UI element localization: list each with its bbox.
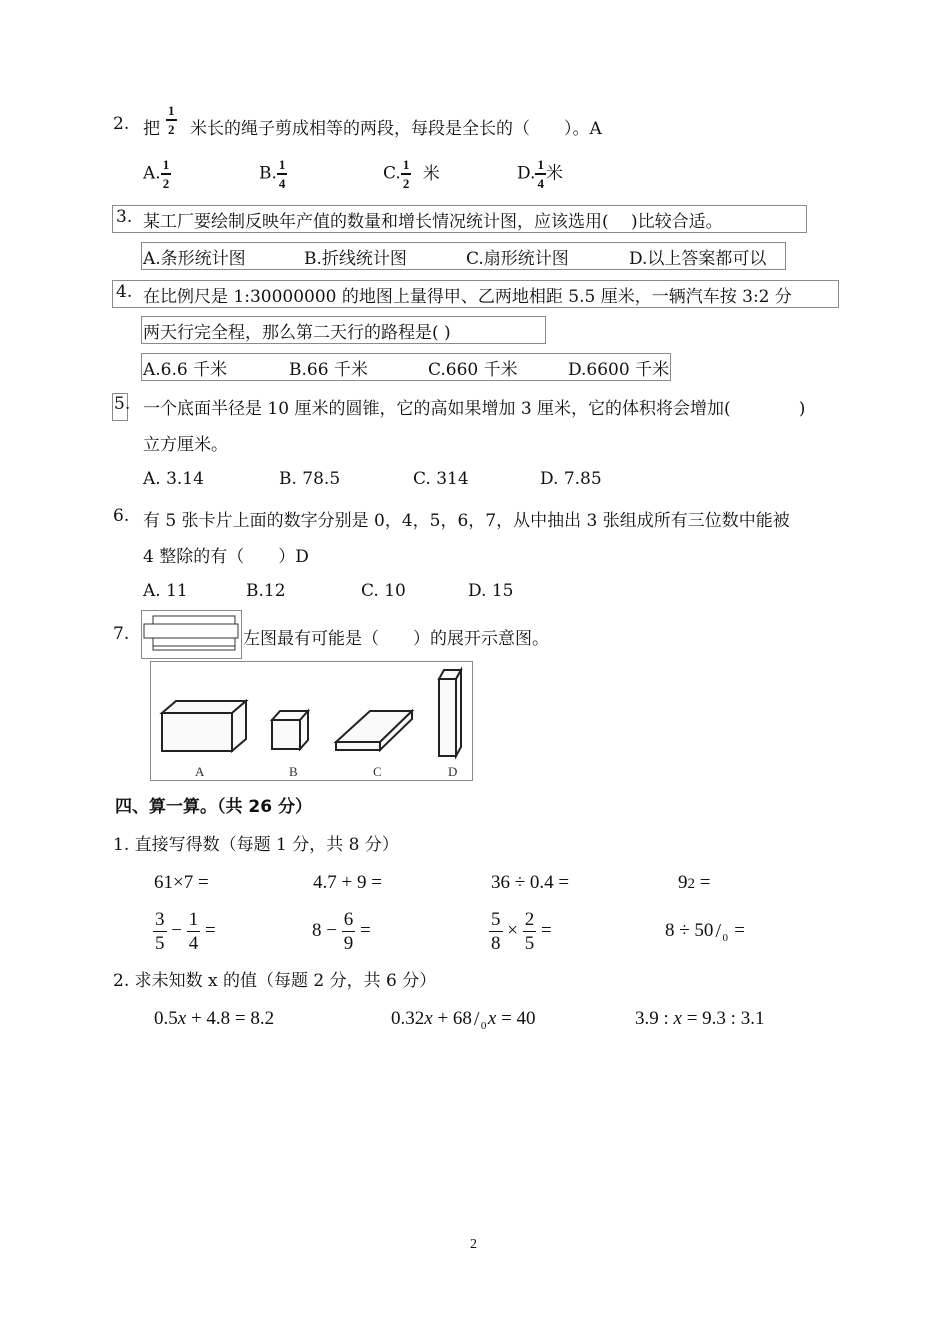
q5-option-d: D. 7.85: [540, 469, 602, 489]
equation-2: 0.32x + 68 / 0 x = 40: [391, 1007, 536, 1032]
solids-figure: [150, 661, 473, 781]
q6-number: 6.: [113, 506, 130, 526]
calc-5: $\frac{3}{5}$ − $\frac{1}{4}$ =: [155, 909, 216, 954]
section-4-sub1: 1. 直接写得数（每题 1 分，共 8 分）: [113, 835, 399, 855]
q5-option-b: B. 78.5: [279, 469, 341, 489]
q6-option-d: D. 15: [468, 581, 514, 601]
q6-option-b: B.12: [246, 581, 286, 601]
q7-number: 7.: [113, 624, 130, 644]
q4-line2: 两天行完全程，那么第二天行的路程是( ): [143, 323, 451, 343]
page-number: 2: [470, 1237, 477, 1252]
calc-4: 92 =: [678, 872, 711, 893]
solid-label-d: D: [448, 764, 458, 779]
q4-option-a: A.6.6 千米: [143, 360, 228, 380]
solid-label-a: A: [195, 764, 205, 779]
q3-number: 3.: [116, 207, 133, 227]
q6-option-c: C. 10: [361, 581, 406, 601]
q5-line2: 立方厘米。: [143, 435, 228, 455]
q2-option-b: B. $\frac{1}{4}$: [259, 157, 286, 191]
q6-line2: 4 整除的有（ ）D: [143, 547, 309, 567]
q5-number: 5.: [114, 394, 131, 414]
section-4-sub2: 2. 求未知数 x 的值（每题 2 分，共 6 分）: [113, 971, 437, 991]
q7-text: 左图最有可能是（ ）的展开示意图。: [243, 629, 549, 649]
q3-option-c: C.扇形统计图: [466, 249, 569, 269]
q3-option-b: B.折线统计图: [304, 249, 407, 269]
equation-3: 3.9 : x = 9.3 : 3.1: [635, 1008, 765, 1029]
q6-option-a: A. 11: [143, 581, 188, 601]
q4-line1: 在比例尺是 1:30000000 的地图上量得甲、乙两地相距 5.5 厘米，一辆汽车按 3:2 分: [143, 287, 792, 307]
q2-option-c: C. $\frac{1}{2}$ 米: [383, 157, 440, 191]
q3-text: 某工厂要绘制反映年产值的数量和增长情况统计图，应该选用( )比较合适。: [143, 212, 723, 232]
calc-6: 8 − $\frac{6}{9}$ =: [312, 909, 371, 954]
q3-option-d: D.以上答案都可以: [629, 249, 767, 269]
q4-number: 4.: [116, 282, 133, 302]
q2-number: 2.: [113, 114, 130, 134]
solid-label-b: B: [289, 764, 298, 779]
q3-option-a: A.条形统计图: [143, 249, 246, 269]
q2-fraction: $\frac{1}{2}$: [168, 103, 175, 137]
calc-7: $\frac{5}{8}$ × $\frac{2}{5}$ =: [491, 909, 552, 954]
calc-1: 61×7 =: [154, 872, 209, 893]
q4-option-d: D.6600 千米: [568, 360, 670, 380]
q5-line1: 一个底面半径是 10 厘米的圆锥，它的高如果增加 3 厘米，它的体积将会增加( ): [143, 399, 806, 419]
section-4-title: 四、算一算。（共 26 分）: [115, 797, 312, 817]
equation-1: 0.5x + 4.8 = 8.2: [154, 1008, 275, 1029]
q4-option-b: B.66 千米: [289, 360, 368, 380]
q5-option-a: A. 3.14: [143, 469, 204, 489]
q2-option-d: D. $\frac{1}{4}$ 米: [517, 157, 563, 191]
q2-pre: 把: [143, 119, 160, 139]
q4-option-c: C.660 千米: [428, 360, 518, 380]
q6-line1: 有 5 张卡片上面的数字分别是 0，4，5，6，7，从中抽出 3 张组成所有三位数中能被: [143, 511, 790, 531]
solid-label-c: C: [373, 764, 382, 779]
calc-2: 4.7 + 9 =: [313, 872, 382, 893]
q5-option-c: C. 314: [413, 469, 469, 489]
calc-3: 36 ÷ 0.4 =: [491, 872, 570, 893]
calc-8: 8 ÷ 50 / 0 =: [665, 919, 745, 944]
q2-text: 米长的绳子剪成相等的两段，每段是全长的（ ）。A: [190, 119, 602, 139]
net-diagram-image: [141, 610, 242, 659]
q2-option-a: A. $\frac{1}{2}$: [143, 157, 170, 191]
